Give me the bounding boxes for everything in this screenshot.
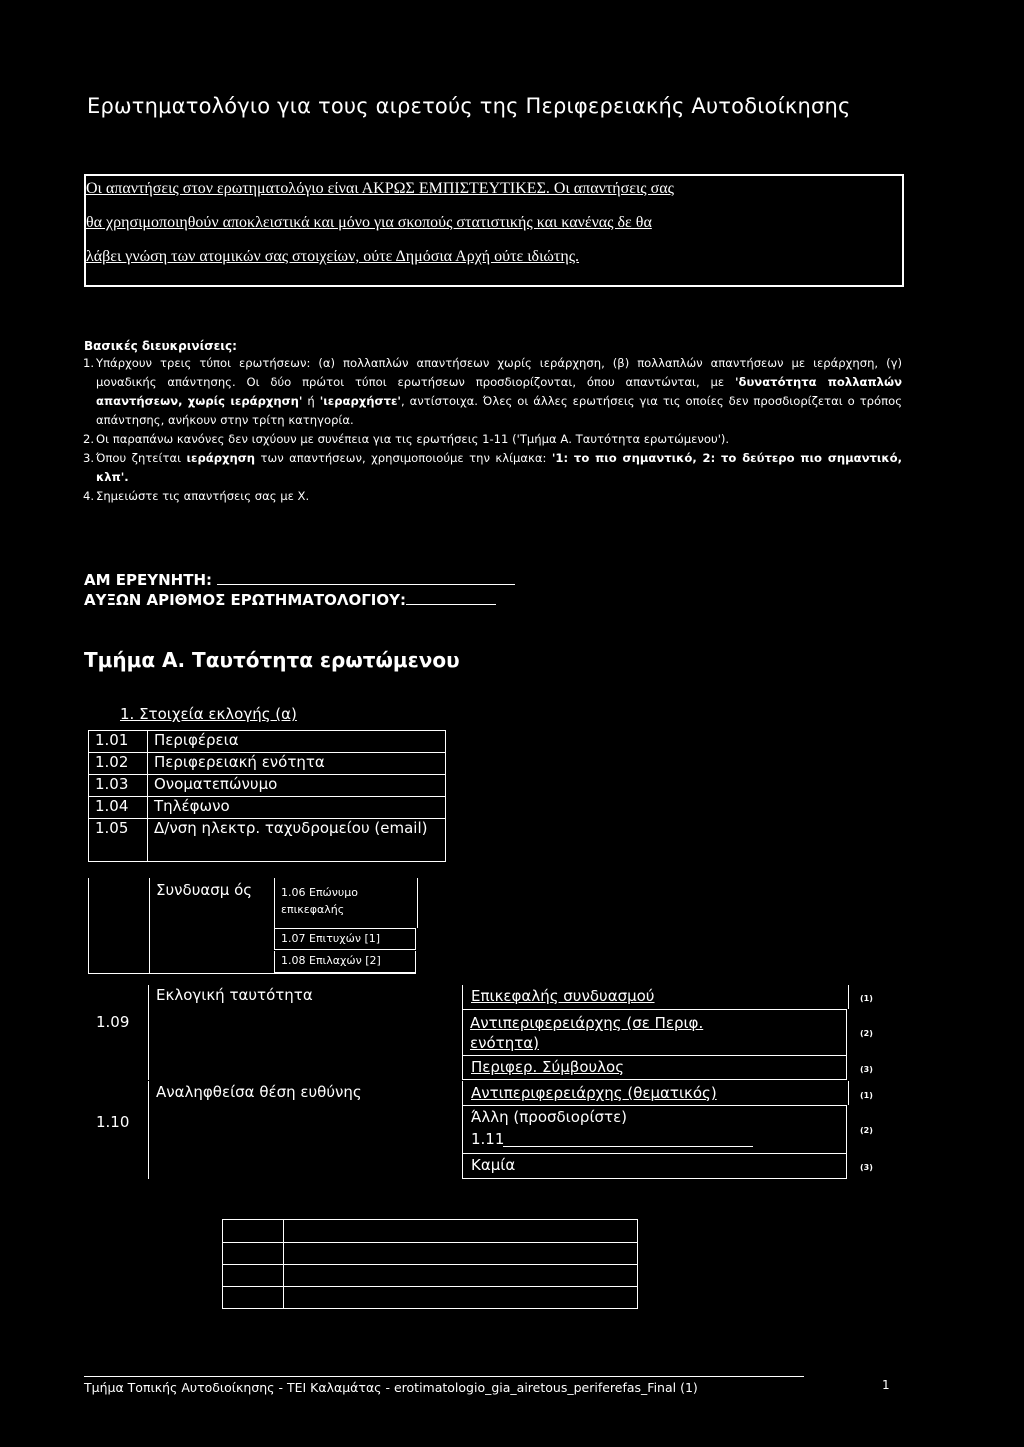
row-label[interactable]: Δ/νση ηλεκτρ. ταχυδρομείου (email) [148, 819, 446, 862]
q110-label: Αναληφθείσα θέση ευθύνης [156, 1083, 362, 1101]
instruction-number: 3. [83, 451, 95, 465]
option-label: Περιφερ. Σύμβουλος [471, 1058, 625, 1076]
instruction-bold: '1: το πιο σημαντικό, 2: το δεύτερο πιο σημαντικό, κλπ'. [96, 451, 903, 484]
row-number: 1.02 [89, 753, 148, 775]
page-title: Ερωτηματολόγιο για τους αιρετούς της Περιφερειακής Αυτοδιοίκησης [87, 94, 851, 118]
section-title: Τμήμα Α. Ταυτότητα ερωτώμενου [84, 648, 460, 672]
serial-label: ΑΥΞΩΝ ΑΡΙΘΜΟΣ ΕΡΩΤΗΜΑΤΟΛΟΓΙΟΥ: [84, 591, 406, 609]
coalition-item-cell[interactable] [274, 928, 416, 950]
instruction-text: , αντίστοιχα. Όλες οι άλλες ερωτήσεις για τις οποίες δεν προσδιορίζεται ο τρόπος απάντησης, ανήκουν στην τρίτη κατηγορία. [96, 394, 903, 427]
option-row[interactable] [462, 1081, 873, 1105]
coalition-item-cell[interactable] [274, 878, 418, 928]
instructions-heading: Βασικές διευκρινίσεις: [84, 339, 237, 353]
instruction-number: 1. [83, 356, 95, 370]
row-number: 1.04 [89, 797, 148, 819]
row-label[interactable]: Περιφέρεια [148, 731, 446, 753]
option-row[interactable] [462, 985, 873, 1009]
coalition-item: 1.08 Επιλαχών [2] [281, 954, 381, 967]
serial-number-field[interactable] [406, 591, 496, 605]
coalition-label: Συνδυασμ ός [156, 881, 253, 899]
option-label: Καμία [471, 1156, 516, 1174]
footer-text: Τμήμα Τοπικής Αυτοδιοίκησης - ΤΕΙ Καλαμάτας - erotimatologio_gia_airetous_periferefas_Final (1) [84, 1376, 804, 1395]
researcher-id-field[interactable] [217, 571, 515, 585]
table-row [89, 753, 446, 775]
option-code: (2) [860, 1029, 873, 1038]
option-code: (3) [860, 1065, 873, 1074]
election-data-table [88, 730, 446, 862]
option-label: Επικεφαλής συνδυασμού [471, 987, 655, 1005]
option-label: Αντιπεριφερειάρχης (θεματικός) [471, 1084, 717, 1102]
row-label[interactable]: Τηλέφωνο [148, 797, 446, 819]
row-number: 1.05 [89, 819, 148, 862]
option-label: Αντιπεριφερειάρχης (σε Περιφ. ενότητα) [470, 1014, 704, 1052]
coalition-item-cell[interactable] [274, 951, 416, 973]
instruction-bold: ιεράρχηση [186, 451, 256, 465]
coalition-item: 1.07 Επιτυχών [1] [281, 932, 381, 945]
q109-options [462, 985, 873, 1080]
divider [88, 973, 416, 974]
instruction-bold: 'δυνατότητα πολλαπλών απαντήσεων, χωρίς ιεράρχηση' [96, 375, 902, 408]
subsection-title: 1. Στοιχεία εκλογής (α) [120, 705, 297, 723]
instruction-number: 2. [83, 432, 95, 446]
coalition-num-cell [88, 878, 150, 973]
q109-num-cell [88, 985, 149, 1080]
instruction-item [83, 487, 902, 506]
table-row [89, 797, 446, 819]
researcher-label: ΑΜ ΕΡΕΥΝΗΤΗ: [84, 571, 212, 589]
confidentiality-notice [84, 174, 904, 287]
researcher-id-line [84, 571, 515, 589]
instruction-text: των απαντήσεων, χρησιμοποιούμε την κλίμακα: [260, 451, 547, 465]
q110-number: 1.10 [96, 1113, 130, 1131]
option-label: 1.11 [471, 1130, 505, 1148]
instruction-text: ή [307, 394, 315, 408]
option-code: (1) [860, 994, 873, 1003]
instructions [83, 339, 903, 506]
q110-options [462, 1081, 873, 1179]
option-row[interactable] [462, 1105, 873, 1154]
option-row[interactable] [462, 1056, 873, 1080]
other-specify-field[interactable] [503, 1146, 753, 1147]
row-number: 1.01 [89, 731, 148, 753]
option-row[interactable] [462, 1009, 873, 1056]
notice-line: Οι απαντήσεις στον ερωτηματολόγιο είναι ΑΚΡΩΣ ΕΜΠΙΣΤΕΥΤΙΚΕΣ. Οι απαντήσεις σας [86, 180, 674, 197]
instruction-text: Όπου ζητείται [96, 451, 182, 465]
instruction-item [83, 354, 903, 430]
table-row [89, 775, 446, 797]
instruction-item [83, 430, 902, 449]
row-label[interactable]: Ονοματεπώνυμο [148, 775, 446, 797]
answer-grid[interactable] [222, 1219, 638, 1309]
option-code: (3) [860, 1163, 873, 1172]
instruction-text: Οι παραπάνω κανόνες δεν ισχύουν με συνέπεια για τις ερωτήσεις 1-11 ('Τμήμα Α. Ταυτότητα ερωτώμενου'). [96, 432, 730, 446]
option-label: Άλλη (προσδιορίστε) [471, 1108, 628, 1126]
table-row [89, 819, 446, 862]
page-number: 1 [882, 1378, 890, 1392]
serial-number-line [84, 591, 496, 609]
q110-num-cell [88, 1081, 149, 1179]
option-row[interactable] [462, 1154, 873, 1179]
instruction-number: 4. [83, 489, 95, 503]
coalition-item: 1.06 Επώνυμο επικεφαλής [281, 886, 359, 916]
instruction-bold: 'ιεραρχήστε' [319, 394, 401, 408]
q109-number: 1.09 [96, 1013, 130, 1031]
option-code: (2) [860, 1126, 873, 1135]
instruction-item [83, 449, 903, 487]
q109-label: Εκλογική ταυτότητα [156, 986, 313, 1004]
table-row [89, 731, 446, 753]
row-label[interactable]: Περιφερειακή ενότητα [148, 753, 446, 775]
row-number: 1.03 [89, 775, 148, 797]
instruction-text: Υπάρχουν τρεις τύποι ερωτήσεων: (α) πολλαπλών απαντήσεων χωρίς ιεράρχηση, (β) πολλαπλών απαντήσεων με ιεράρχηση, (γ) μοναδικής απάντησης. Οι δύο πρώτοι τύποι ερωτήσεων προσδιορίζονται, όπου απαντώνται, με [96, 356, 902, 389]
instruction-text: Σημειώστε τις απαντήσεις σας με Χ. [96, 489, 310, 503]
notice-line: θα χρησιμοποιηθούν αποκλειστικά και μόνο για σκοπούς στατιστικής και κανένας δε θα [86, 214, 652, 231]
notice-line: λάβει γνώση των ατομικών σας στοιχείων, ούτε Δημόσια Αρχή ούτε ιδιώτης. [86, 248, 580, 265]
option-code: (1) [860, 1091, 873, 1100]
